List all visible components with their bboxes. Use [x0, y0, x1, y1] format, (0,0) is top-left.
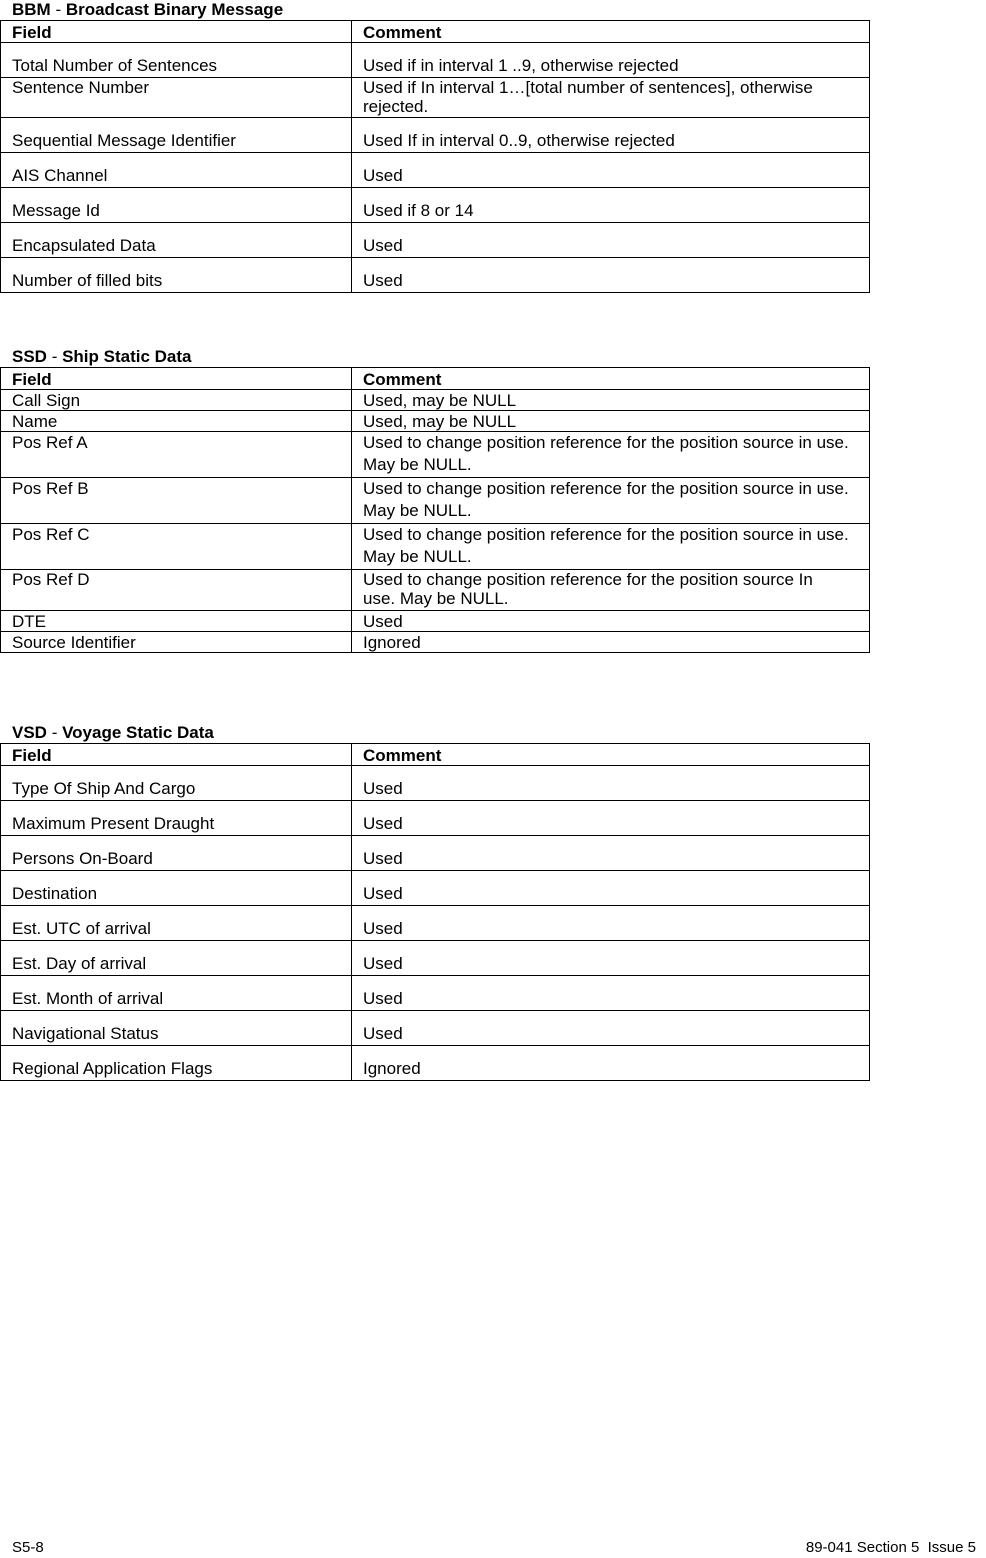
table-row: [1, 570, 870, 611]
comment-cell: Used if In interval 1…[total number of sentences], otherwise rejected.: [352, 78, 870, 118]
table-row: [1, 223, 870, 258]
table-row: [1, 1011, 870, 1046]
bbm-section: [0, 0, 869, 293]
table-row: [1, 432, 870, 478]
comment-cell: Ignored: [352, 1046, 870, 1081]
field-cell: Pos Ref A: [1, 432, 352, 478]
comment-cell: Used, may be NULL: [352, 390, 870, 411]
field-cell: Maximum Present Draught: [1, 801, 352, 836]
table-row: [1, 871, 870, 906]
section-title: SSD - Ship Static Data: [12, 347, 192, 366]
table-row: [1, 1046, 870, 1081]
comment-cell: Used to change position reference for the position source in use. May be NULL.: [352, 478, 870, 524]
header-field: Field: [1, 368, 352, 390]
comment-cell: Used: [352, 153, 870, 188]
table-row: [1, 78, 870, 118]
bbm-table: [0, 20, 870, 293]
ssd-table: [0, 367, 870, 653]
comment-cell: Used: [352, 611, 870, 632]
section-title: BBM - Broadcast Binary Message: [12, 0, 284, 19]
comment-cell: Used: [352, 836, 870, 871]
comment-cell: Used to change position reference for the position source in use. May be NULL.: [352, 432, 870, 478]
table-row: [1, 801, 870, 836]
field-cell: Regional Application Flags: [1, 1046, 352, 1081]
field-cell: Type Of Ship And Cargo: [1, 766, 352, 801]
table-row: [1, 524, 870, 570]
field-cell: Persons On-Board: [1, 836, 352, 871]
comment-cell: Used if 8 or 14: [352, 188, 870, 223]
table-row: [1, 153, 870, 188]
table-row: [1, 611, 870, 632]
comment-cell: Used to change position reference for the position source in use. May be NULL.: [352, 524, 870, 570]
field-cell: Navigational Status: [1, 1011, 352, 1046]
comment-cell: Used, may be NULL: [352, 411, 870, 432]
section-name: Broadcast Binary Message: [65, 0, 284, 19]
field-cell: Number of filled bits: [1, 258, 352, 293]
field-cell: Est. Month of arrival: [1, 976, 352, 1011]
field-cell: Message Id: [1, 188, 352, 223]
comment-cell: Used to change position reference for the position source In use. May be NULL.: [352, 570, 870, 611]
table-header: [1, 744, 870, 766]
section-code: VSD: [12, 723, 47, 742]
field-cell: Source Identifier: [1, 632, 352, 653]
table-header: [1, 368, 870, 390]
field-cell: Encapsulated Data: [1, 223, 352, 258]
comment-cell: Used: [352, 258, 870, 293]
comment-cell: Used: [352, 801, 870, 836]
field-cell: Pos Ref B: [1, 478, 352, 524]
table-row: [1, 836, 870, 871]
comment-cell: Used: [352, 871, 870, 906]
field-cell: Est. UTC of arrival: [1, 906, 352, 941]
table-row: [1, 188, 870, 223]
page-number: S5-8: [12, 1539, 44, 1556]
table-row: [1, 118, 870, 153]
table-row: [1, 766, 870, 801]
comment-cell: Used: [352, 1011, 870, 1046]
table-row: [1, 478, 870, 524]
table-row: [1, 258, 870, 293]
table-row: [1, 43, 870, 78]
comment-cell: Used: [352, 976, 870, 1011]
table-row: [1, 976, 870, 1011]
vsd-section: [0, 723, 869, 1081]
comment-cell: Used: [352, 941, 870, 976]
field-cell: Est. Day of arrival: [1, 941, 352, 976]
comment-cell: Used: [352, 766, 870, 801]
header-field: Field: [1, 21, 352, 43]
comment-cell: Used: [352, 906, 870, 941]
table-row: [1, 390, 870, 411]
section-code: BBM: [12, 0, 51, 19]
table-header: [1, 21, 870, 43]
field-cell: Pos Ref C: [1, 524, 352, 570]
comment-cell: Used If in interval 0..9, otherwise rejected: [352, 118, 870, 153]
section-code: SSD: [12, 347, 47, 366]
table-row: [1, 411, 870, 432]
table-row: [1, 906, 870, 941]
vsd-table: [0, 743, 870, 1081]
comment-cell: Used: [352, 223, 870, 258]
table-row: [1, 632, 870, 653]
field-cell: AIS Channel: [1, 153, 352, 188]
field-cell: DTE: [1, 611, 352, 632]
field-cell: Name: [1, 411, 352, 432]
header-comment: Comment: [352, 744, 870, 766]
field-cell: Call Sign: [1, 390, 352, 411]
section-name: Voyage Static Data: [62, 723, 214, 742]
header-field: Field: [1, 744, 352, 766]
ssd-section: [0, 347, 869, 653]
comment-cell: Ignored: [352, 632, 870, 653]
header-comment: Comment: [352, 21, 870, 43]
section-name: Ship Static Data: [62, 347, 192, 366]
field-cell: Sequential Message Identifier: [1, 118, 352, 153]
comment-cell: Used if in interval 1 ..9, otherwise rejected: [352, 43, 870, 78]
field-cell: Pos Ref D: [1, 570, 352, 611]
document-reference: 89-041 Section 5 Issue 5: [805, 1539, 976, 1556]
table-row: [1, 941, 870, 976]
field-cell: Sentence Number: [1, 78, 352, 118]
field-cell: Total Number of Sentences: [1, 43, 352, 78]
section-title: VSD - Voyage Static Data: [12, 723, 214, 742]
header-comment: Comment: [352, 368, 870, 390]
field-cell: Destination: [1, 871, 352, 906]
